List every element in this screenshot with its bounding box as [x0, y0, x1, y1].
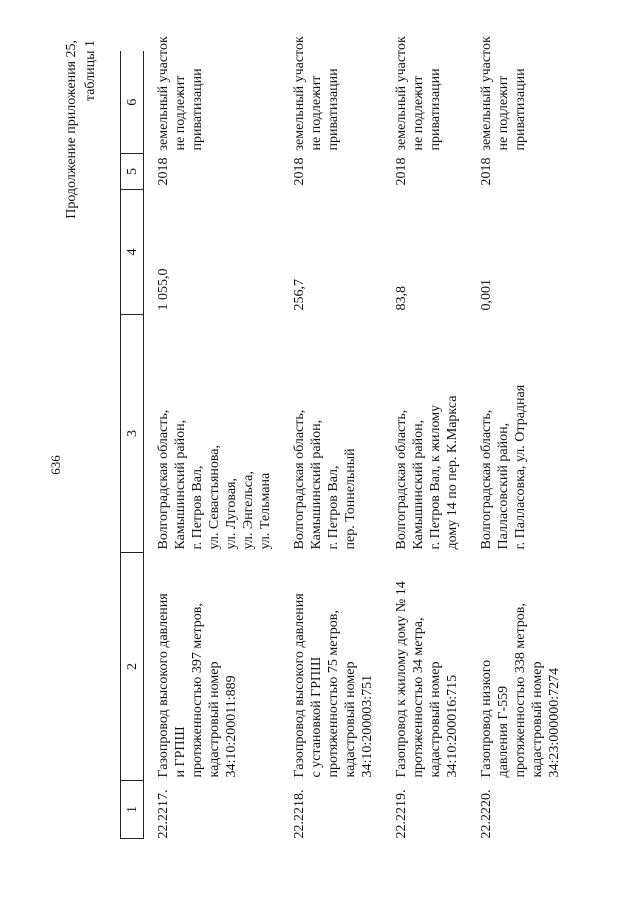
- header-col-5: 5: [121, 154, 144, 190]
- note-line: земельный участок: [394, 36, 409, 151]
- note-line: земельный участок: [156, 36, 171, 151]
- year-cell: 2018: [394, 157, 409, 186]
- note-cell: [382, 36, 467, 154]
- value-cell: 256,7: [292, 279, 307, 311]
- object-name-line: 34:10:200003:751: [360, 674, 375, 778]
- year-cell: 2018: [479, 157, 494, 186]
- object-name-line: кадастровый номер: [428, 661, 443, 778]
- address-cell: [382, 315, 467, 553]
- note-line: не подлежит: [173, 75, 188, 151]
- object-name-line: кадастровый номер: [343, 661, 358, 778]
- table-row: [280, 52, 382, 839]
- caption-line-2: таблицы 1: [83, 40, 98, 102]
- note-cell: [280, 36, 382, 154]
- address-line: дому 14 по пер. К.Маркса: [445, 395, 460, 550]
- address-line: Волгоградская область,: [479, 409, 494, 550]
- address-cell: [467, 315, 569, 553]
- year-cell: 2018: [156, 157, 171, 186]
- object-name-line: протяженностью 75 метров,: [326, 610, 341, 778]
- address-line: Волгоградская область,: [394, 409, 409, 550]
- value-cell: 0,001: [479, 279, 494, 311]
- note-line: не подлежит: [496, 75, 511, 151]
- note-line: земельный участок: [479, 36, 494, 151]
- object-name-cell: [144, 553, 281, 781]
- value-cell: 1 055,0: [156, 268, 171, 311]
- object-name-line: и ГРПШ: [173, 726, 188, 778]
- header-col-4: 4: [121, 190, 144, 315]
- table-caption: [62, 40, 100, 345]
- address-line: Камышинский район,: [173, 419, 188, 550]
- note-line: приватизации: [428, 68, 443, 151]
- object-name-line: давления Г-559: [496, 685, 511, 778]
- table-row: [382, 52, 467, 839]
- note-line: приватизации: [513, 68, 528, 151]
- row-number: 22.2218.: [292, 789, 307, 839]
- header-row: [121, 52, 144, 839]
- address-line: г. Петров Вал, к жилому: [428, 404, 443, 550]
- object-name-line: Газопровод высокого давления: [292, 593, 307, 778]
- address-line: г. Петров Вал,: [326, 465, 341, 550]
- address-line: пер. Тоннельный: [343, 448, 358, 550]
- object-name-cell: [467, 553, 569, 781]
- note-cell: [467, 36, 569, 154]
- header-col-3: 3: [121, 315, 144, 553]
- object-name-line: протяженностью 338 метров,: [513, 603, 528, 778]
- object-name-line: Газопровод низкого: [479, 659, 494, 778]
- address-cell: [144, 315, 281, 553]
- object-name-line: протяженностью 397 метров,: [190, 603, 205, 778]
- table-body: [144, 36, 570, 839]
- address-line: Камышинский район,: [309, 419, 324, 550]
- object-name-line: 34:10:200011:889: [224, 675, 239, 778]
- table-row: [144, 52, 281, 839]
- object-name-line: с установкой ГРПШ: [309, 656, 324, 778]
- object-name-line: 34:23:000000:7274: [547, 667, 562, 778]
- note-line: не подлежит: [411, 75, 426, 151]
- object-name-line: 34:10:200016:715: [445, 674, 460, 778]
- row-number: 22.2220.: [479, 789, 494, 839]
- address-line: ул. Луговая,: [224, 478, 239, 550]
- object-name-line: Газопровод высокого давления: [156, 593, 171, 778]
- object-name-line: Газопровод к жилому дому № 14: [394, 581, 409, 778]
- table-row: [467, 52, 569, 839]
- page-number: 636: [48, 455, 63, 475]
- note-line: приватизации: [190, 68, 205, 151]
- address-line: ул. Энгельса,: [241, 471, 256, 550]
- property-table: [120, 36, 569, 840]
- caption-line-1: Продолжение приложения 25,: [64, 40, 79, 219]
- object-name-line: кадастровый номер: [207, 661, 222, 778]
- address-line: Камышинский район,: [411, 419, 426, 550]
- header-col-1: 1: [121, 781, 144, 839]
- address-line: Волгоградская область,: [156, 409, 171, 550]
- object-name-line: протяженностью 34 метра,: [411, 617, 426, 778]
- address-cell: [280, 315, 382, 553]
- value-cell: 83,8: [394, 286, 409, 311]
- address-line: Волгоградская область,: [292, 409, 307, 550]
- header-col-2: 2: [121, 553, 144, 781]
- object-name-cell: [280, 553, 382, 781]
- note-line: земельный участок: [292, 36, 307, 151]
- object-name-cell: [382, 553, 467, 781]
- year-cell: 2018: [292, 157, 307, 186]
- note-line: приватизации: [326, 68, 341, 151]
- row-number: 22.2217.: [156, 789, 171, 839]
- note-line: не подлежит: [309, 75, 324, 151]
- object-name-line: кадастровый номер: [530, 661, 545, 778]
- header-col-6: 6: [121, 52, 144, 154]
- address-line: ул. Тельмана: [258, 472, 273, 550]
- address-line: Палласовский район,: [496, 422, 511, 550]
- address-line: ул. Севастьянова,: [207, 444, 222, 550]
- note-cell: [144, 36, 281, 154]
- address-line: г. Петров Вал,: [190, 465, 205, 550]
- row-number: 22.2219.: [394, 789, 409, 839]
- address-line: г. Палласовка, ул. Отрадная: [513, 384, 528, 550]
